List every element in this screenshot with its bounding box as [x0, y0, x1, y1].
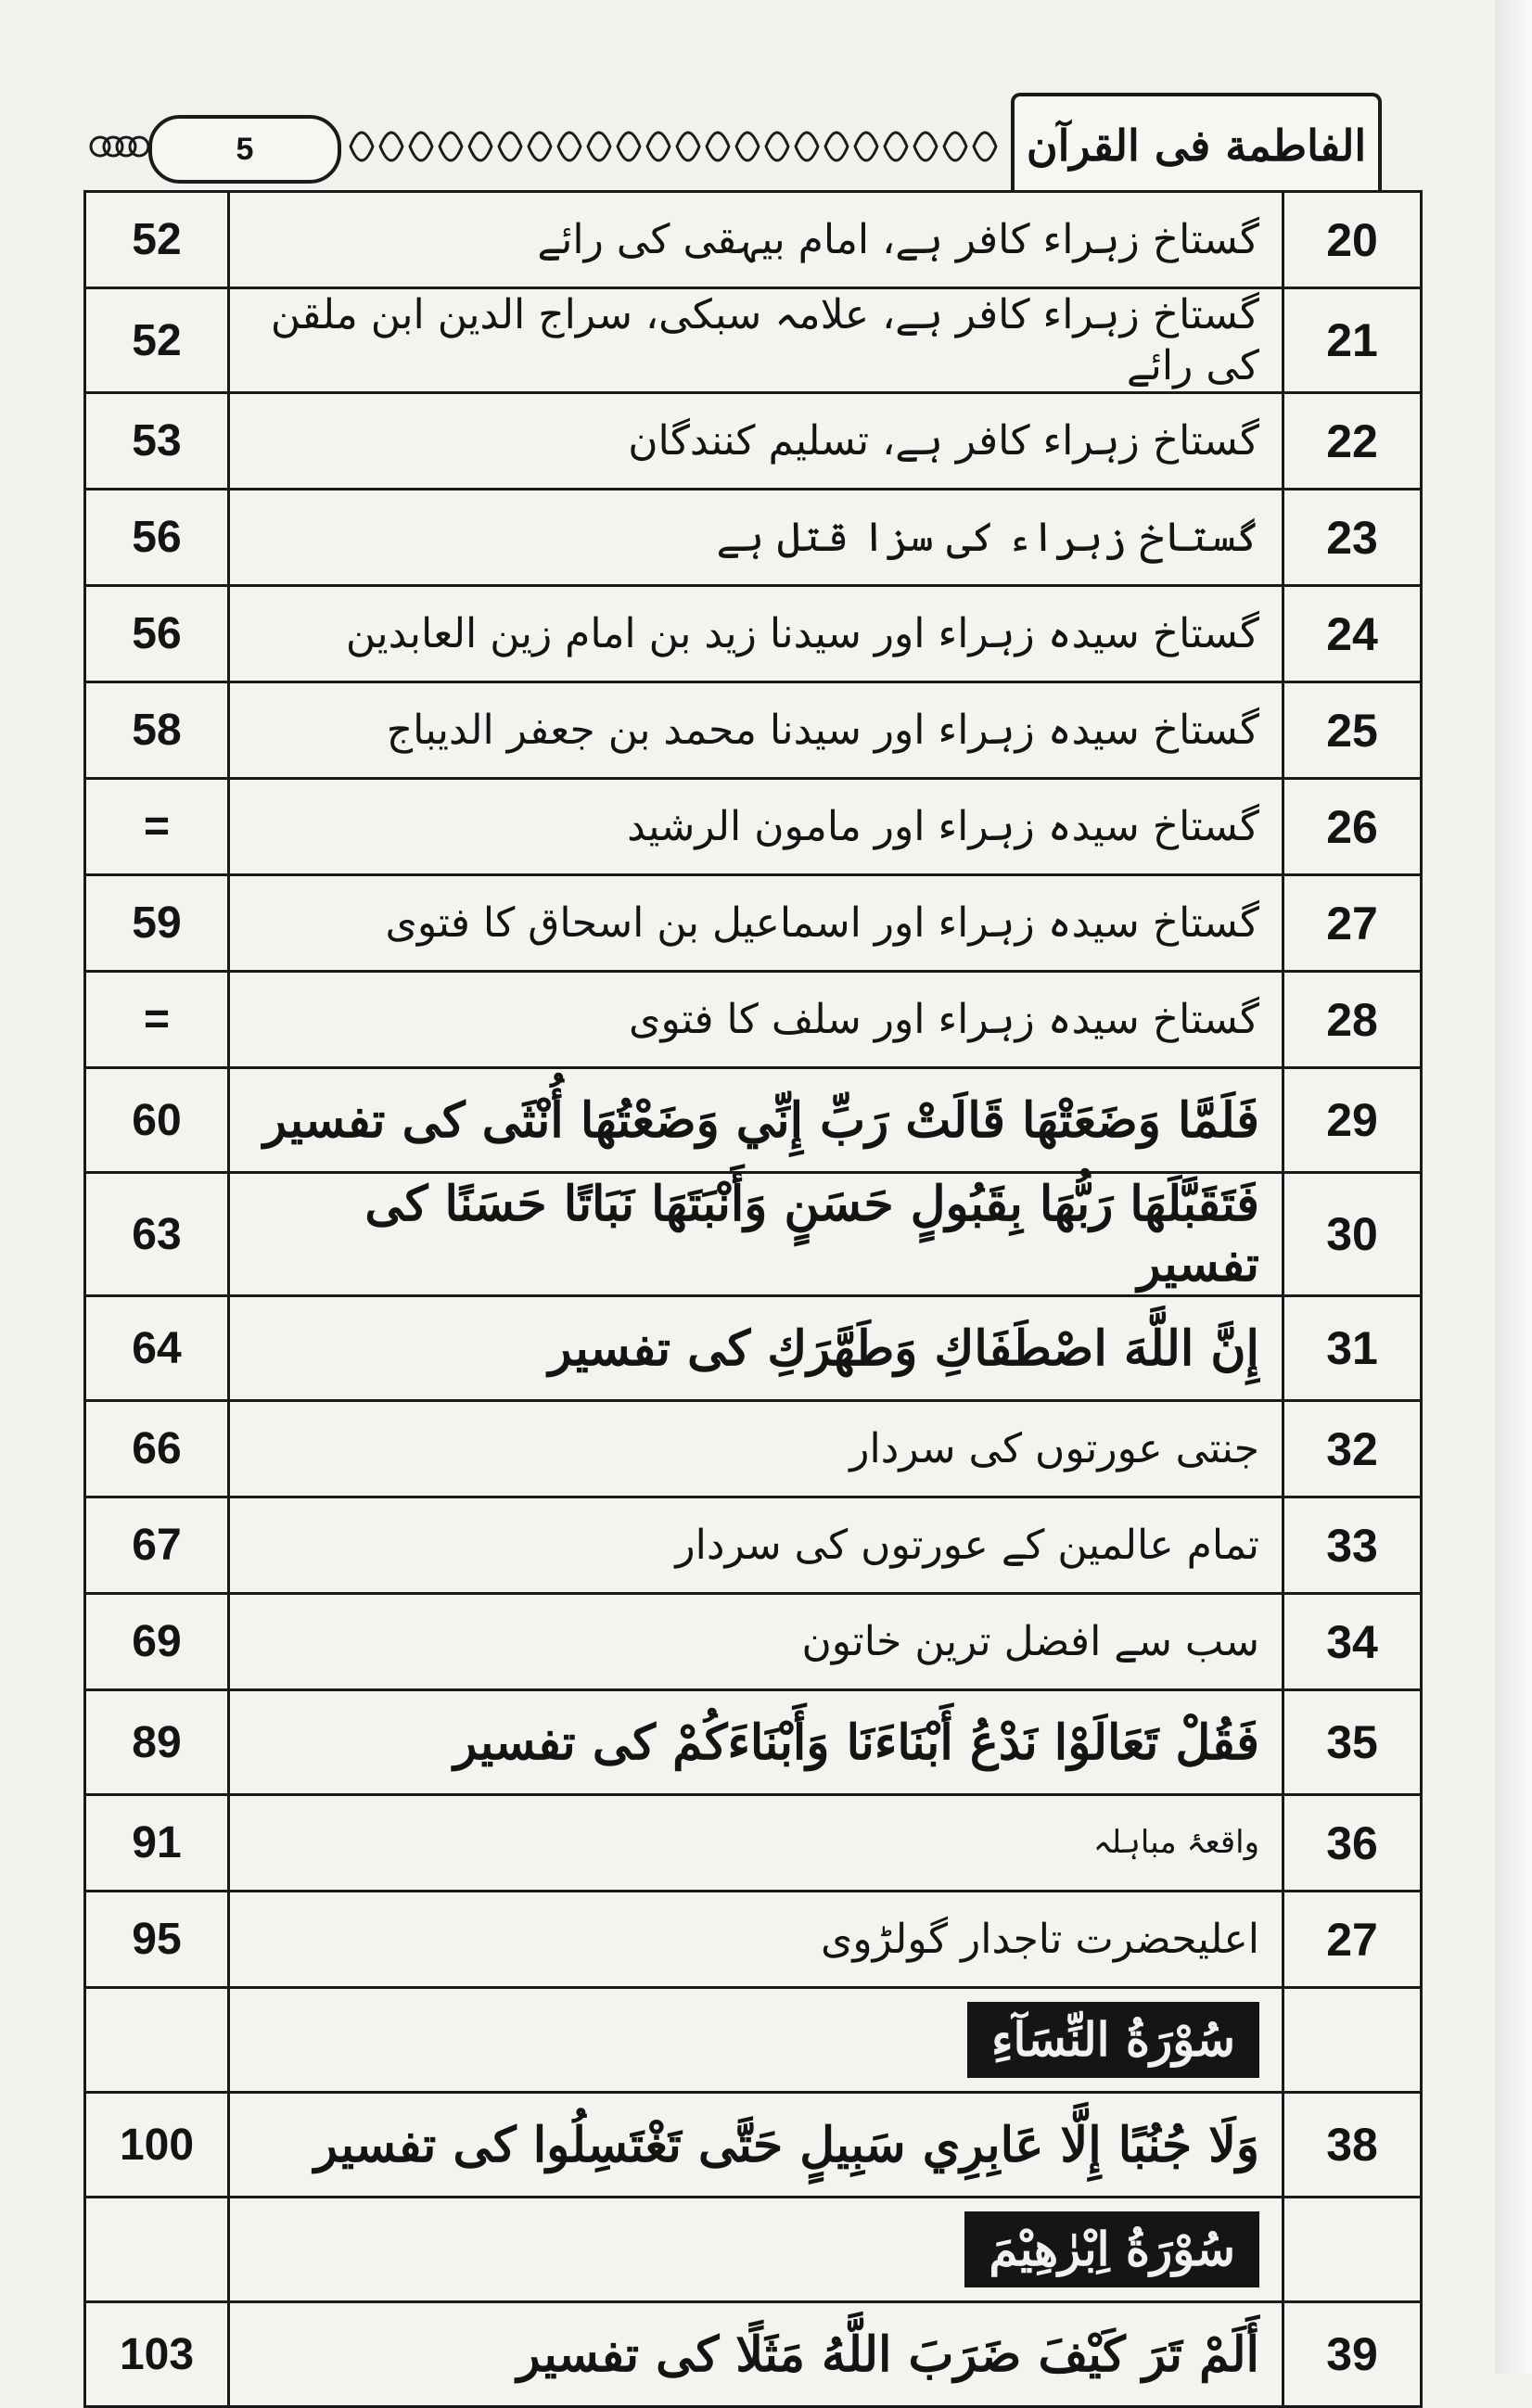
toc-row: [85, 2302, 1422, 2407]
toc-entry-number: 22: [1283, 393, 1422, 490]
ornament-motif: [351, 133, 373, 160]
toc-entry-number: 39: [1283, 2302, 1422, 2407]
ornament-motif: [825, 133, 848, 160]
toc-entry-title: وَلَا جُنُبًا إِلَّا عَابِرِي سَبِيلٍ حَتَّى تَغْتَسِلُوا کی تفسیر: [229, 2093, 1283, 2198]
toc-entry-title: گستاخ سیدہ زہراء اور سیدنا محمد بن جعفر الدیباج: [229, 682, 1283, 779]
toc-row: [85, 972, 1422, 1068]
toc-page-number: 52: [85, 192, 229, 288]
ornament-motif: [440, 133, 462, 160]
toc-entry-number: 20: [1283, 192, 1422, 288]
toc-entry-number: 25: [1283, 682, 1422, 779]
toc-entry-number: 31: [1283, 1296, 1422, 1401]
toc-entry-title: واقعۂ مباہلہ: [229, 1795, 1283, 1892]
toc-entry-title: سب سے افضل ترین خاتون: [229, 1594, 1283, 1690]
toc-entry-number: 21: [1283, 288, 1422, 393]
ornament-motif: [558, 133, 581, 160]
ornament-motif: [766, 133, 788, 160]
page-edge: [1495, 0, 1532, 2374]
toc-entry-title: گستاخ سیدہ زہراء اور سلف کا فتوی: [229, 972, 1283, 1068]
toc-row: [85, 288, 1422, 393]
toc-row: [85, 1690, 1422, 1795]
toc-entry-number: 30: [1283, 1173, 1422, 1296]
ornament-motif: [130, 137, 148, 156]
toc-entry-number: 33: [1283, 1497, 1422, 1594]
toc-entry-number: 27: [1283, 875, 1422, 972]
toc-row: [85, 2093, 1422, 2198]
toc-entry-title: [229, 1988, 1283, 2093]
toc-entry-title: فَقُلْ تَعَالَوْا نَدْعُ أَبْنَاءَنَا وَأَبْنَاءَكُمْ کی تفسیر: [229, 1690, 1283, 1795]
toc-page-number: [85, 1988, 229, 2093]
toc-row: [85, 192, 1422, 288]
toc-entry-number: 36: [1283, 1795, 1422, 1892]
toc-row: [85, 393, 1422, 490]
toc-entry-title: تمام عالمین کے عورتوں کی سردار: [229, 1497, 1283, 1594]
ornament-motif: [647, 133, 670, 160]
toc-entry-number: [1283, 2198, 1422, 2302]
toc-entry-title: فَتَقَبَّلَهَا رَبُّهَا بِقَبُولٍ حَسَنٍ وَأَنْبَتَهَا نَبَاتًا حَسَنًا کی تفسیر: [229, 1173, 1283, 1296]
toc-entry-title: گستاخ زہراء کافر ہے، امام بیہقی کی رائے: [229, 192, 1283, 288]
toc-row: [85, 1296, 1422, 1401]
toc-page-number: 58: [85, 682, 229, 779]
ornament-motif: [885, 133, 907, 160]
page-header: [83, 93, 1382, 195]
toc-entry-title: أَلَمْ تَرَ كَيْفَ ضَرَبَ اللَّهُ مَثَلًا کی تفسیر: [229, 2302, 1283, 2407]
toc-page-number: 69: [85, 1594, 229, 1690]
toc-entry-number: 24: [1283, 586, 1422, 682]
toc-page-number: 91: [85, 1795, 229, 1892]
toc-row: [85, 1594, 1422, 1690]
ornament-motif: [499, 133, 521, 160]
toc-page-number: 100: [85, 2093, 229, 2198]
toc-row: [85, 875, 1422, 972]
toc-page-number: 89: [85, 1690, 229, 1795]
toc-page-number: 66: [85, 1401, 229, 1497]
page-number: 5: [148, 115, 341, 184]
toc-entry-title: گستاخ سیدہ زہراء اور سیدنا زید بن امام زین العابدین: [229, 586, 1283, 682]
ornament-motif: [469, 133, 492, 160]
toc-entry-number: 38: [1283, 2093, 1422, 2198]
toc-table: [83, 190, 1423, 2408]
toc-entry-title: گستاخ سیدہ زہراء اور مامون الرشید: [229, 779, 1283, 875]
toc-entry-title: إِنَّ اللَّهَ اصْطَفَاكِ وَطَهَّرَكِ کی تفسیر: [229, 1296, 1283, 1401]
toc-entry-number: 27: [1283, 1892, 1422, 1988]
ornament-motif: [855, 133, 877, 160]
surah-heading: سُوْرَةُ اِبْرٰهِيْمَ: [964, 2211, 1259, 2288]
toc-row: [85, 1988, 1422, 2093]
ornament-motif: [944, 133, 966, 160]
toc-row: [85, 490, 1422, 586]
toc-page-number: 64: [85, 1296, 229, 1401]
toc-page-number: 103: [85, 2302, 229, 2407]
book-title: الفاطمة فی القرآن: [1011, 93, 1382, 195]
toc-entry-title: گستاخ سیدہ زہراء اور اسماعیل بن اسحاق کا فتوی: [229, 875, 1283, 972]
toc-row: [85, 1401, 1422, 1497]
toc-entry-number: 32: [1283, 1401, 1422, 1497]
toc-row: [85, 2198, 1422, 2302]
toc-page-number: =: [85, 972, 229, 1068]
toc-entry-title: فَلَمَّا وَضَعَتْهَا قَالَتْ رَبِّ إِنِّي وَضَعْتُهَا أُنْثَى کی تفسیر: [229, 1068, 1283, 1173]
toc-entry-title: جنتی عورتوں کی سردار: [229, 1401, 1283, 1497]
toc-page-number: 95: [85, 1892, 229, 1988]
toc-entry-number: 23: [1283, 490, 1422, 586]
toc-row: [85, 1497, 1422, 1594]
toc-entry-number: 29: [1283, 1068, 1422, 1173]
toc-entry-number: 26: [1283, 779, 1422, 875]
toc-entry-number: 34: [1283, 1594, 1422, 1690]
ornament-motif: [618, 133, 640, 160]
toc-page-number: 63: [85, 1173, 229, 1296]
toc-page-number: 59: [85, 875, 229, 972]
toc-page-number: 60: [85, 1068, 229, 1173]
toc-row: [85, 1795, 1422, 1892]
toc-row: [85, 586, 1422, 682]
toc-entry-title: گستاخ زہراء کی سزا قتل ہے: [229, 490, 1283, 586]
toc-row: [85, 1068, 1422, 1173]
ornament-motif: [974, 133, 996, 160]
toc-entry-number: 28: [1283, 972, 1422, 1068]
toc-row: [85, 1173, 1422, 1296]
ornament-motif: [736, 133, 759, 160]
ornament-motif: [677, 133, 699, 160]
ornament-motif: [529, 133, 551, 160]
toc-entry-number: 35: [1283, 1690, 1422, 1795]
surah-heading: سُوْرَةُ النِّسَآءِ: [967, 2002, 1259, 2079]
toc-page-number: 56: [85, 586, 229, 682]
toc-page-number: =: [85, 779, 229, 875]
ornament-motif: [796, 133, 818, 160]
ornament-motif: [914, 133, 937, 160]
toc-entry-title: [229, 2198, 1283, 2302]
ornament-motif: [410, 133, 432, 160]
ornament-motif: [588, 133, 610, 160]
toc-row: [85, 1892, 1422, 1988]
toc-entry-title: اعلیحضرت تاجدار گولڑوی: [229, 1892, 1283, 1988]
toc-row: [85, 779, 1422, 875]
toc-entry-number: [1283, 1988, 1422, 2093]
toc-page-number: 53: [85, 393, 229, 490]
toc-page-number: [85, 2198, 229, 2302]
toc-entry-title: گستاخ زہراء کافر ہے، علامہ سبکی، سراج الدین ابن ملقن کی رائے: [229, 288, 1283, 393]
ornament-motif: [707, 133, 729, 160]
toc-entry-title: گستاخ زہراء کافر ہے، تسلیم کنندگان: [229, 393, 1283, 490]
toc-row: [85, 682, 1422, 779]
ornament-motif: [380, 133, 402, 160]
toc-page-number: 67: [85, 1497, 229, 1594]
toc-page-number: 52: [85, 288, 229, 393]
toc-page-number: 56: [85, 490, 229, 586]
